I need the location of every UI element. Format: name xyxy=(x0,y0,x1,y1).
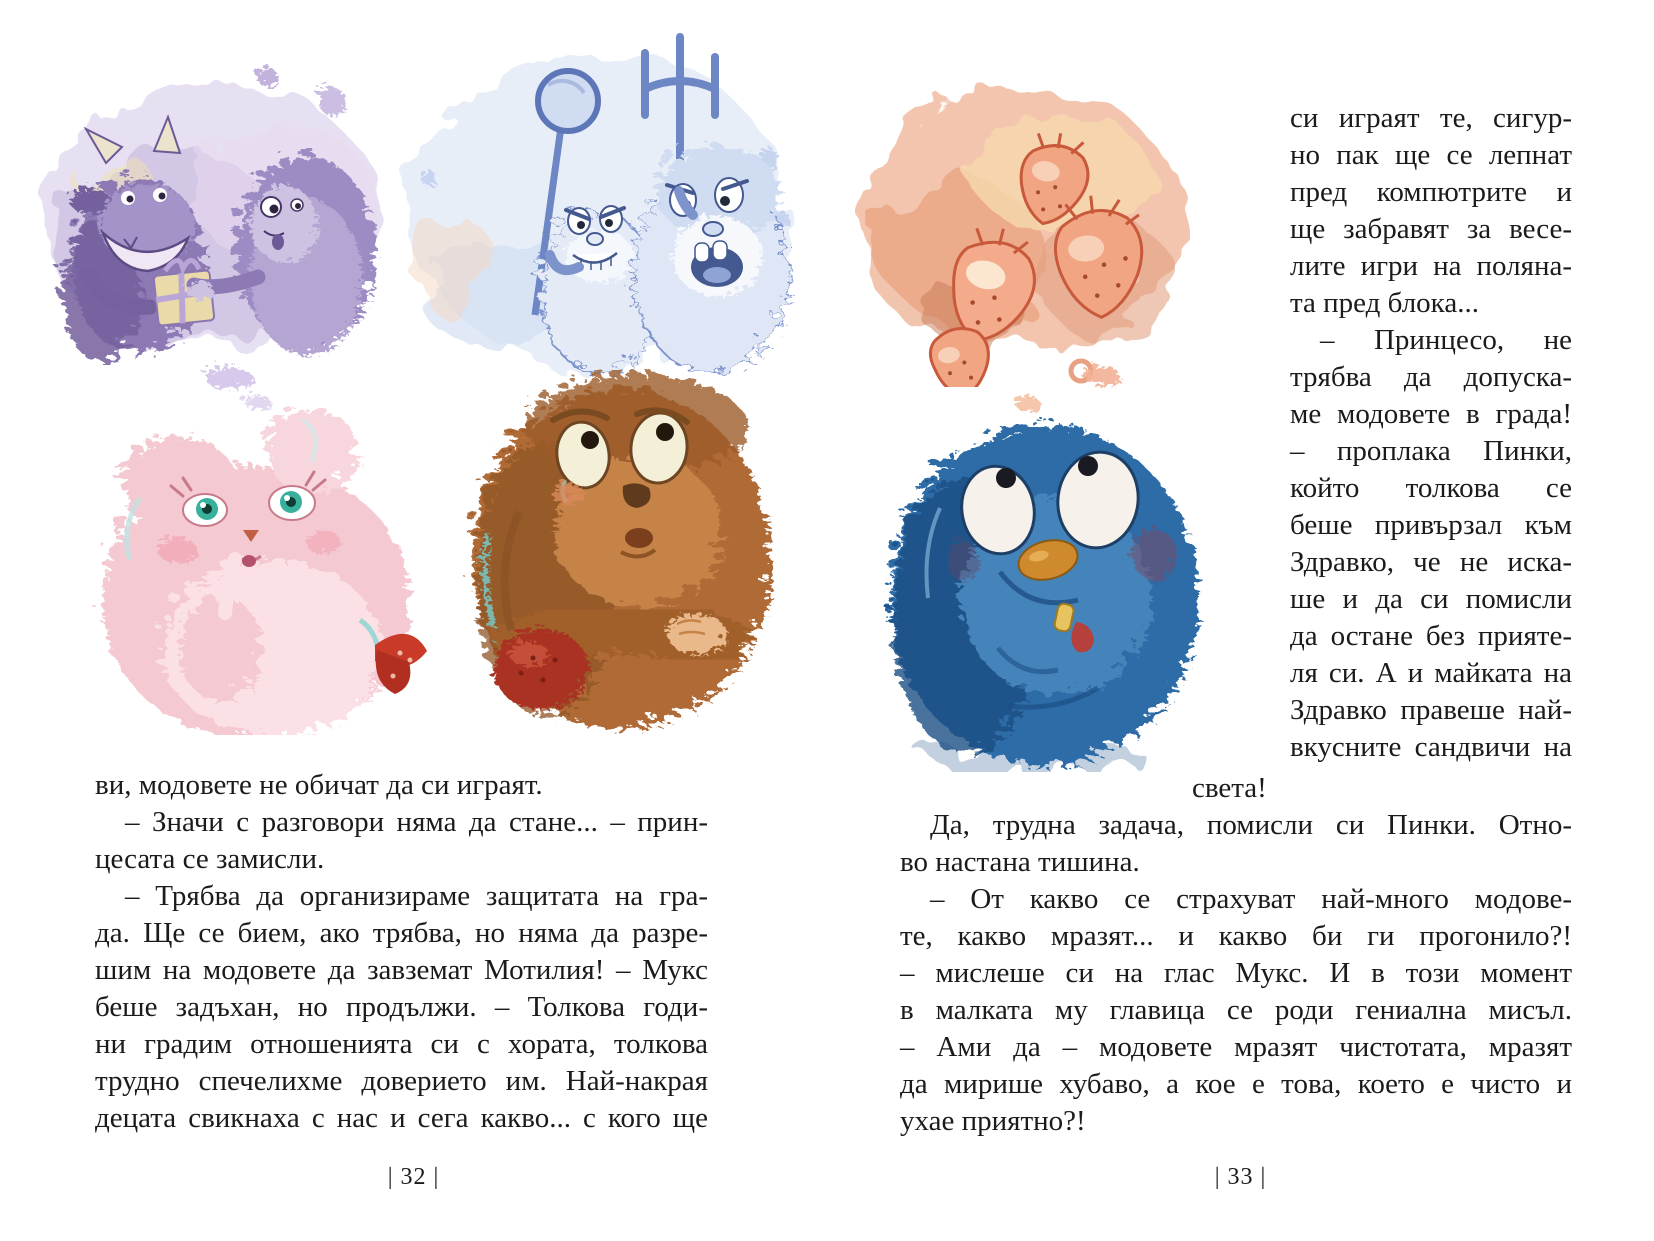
right-page-column-text xyxy=(1290,100,1572,766)
text-line: – Значи с разговори няма да стане... – прин- xyxy=(125,806,708,838)
left-page-text xyxy=(95,767,708,1137)
text-line: трябва да допуска- xyxy=(1290,361,1572,393)
text-line: – мислеше си на глас Мукс. И в този момент xyxy=(900,957,1572,989)
text-line: – От какво се страхуват най-много модове- xyxy=(930,883,1572,915)
text-line: Здравко правеше най- xyxy=(1290,694,1572,726)
text-line: шим на модовете да завземат Мотилия! – Мукс xyxy=(95,954,708,986)
text-line: ухае приятно?! xyxy=(900,1105,1086,1137)
text-line: да остане без прияте- xyxy=(1290,620,1572,652)
text-line: света! xyxy=(1192,772,1267,804)
text-line: да мирише хубаво, а кое е това, което е чисто и xyxy=(900,1068,1572,1100)
right-page-body-text xyxy=(900,807,1572,1140)
text-line: ви, модовете не обичат да си играят. xyxy=(95,769,543,801)
text-line: трудно спечелихме доверието им. Най-накрая xyxy=(95,1065,708,1097)
text-line: ме модовете в града! xyxy=(1290,398,1572,430)
text-line: – Принцесо, не xyxy=(1320,324,1572,356)
text-line: Здравко, че не иска- xyxy=(1290,546,1572,578)
text-line: пред компютрите и xyxy=(1290,176,1572,208)
text-line: ше и да си помисли xyxy=(1290,583,1572,615)
text-line: в малката му главица се роди гениална мисъл. xyxy=(900,994,1572,1026)
text-line: во настана тишина. xyxy=(900,846,1140,878)
text-line: – Трябва да организираме защитата на гра- xyxy=(125,880,708,912)
text-line: но пак ще се лепнат xyxy=(1290,139,1572,171)
text-line: ни градим отношенията си с хората, толкова xyxy=(95,1028,708,1060)
illustration-purple-monsters-gift xyxy=(28,35,398,365)
text-line: – Ами да – модовете мразят чистотата, мразят xyxy=(900,1031,1572,1063)
text-line: ля си. А и майката на xyxy=(1290,657,1572,689)
text-line: те, какво мразят... и какво би ги прогонило?! xyxy=(900,920,1572,952)
text-line: та пред блока... xyxy=(1290,287,1479,319)
illustration-brown-muks xyxy=(425,328,795,735)
text-line: ще забравят за весе- xyxy=(1290,213,1572,245)
text-line: вкусните сандвичи на xyxy=(1290,731,1572,763)
text-line: беше задъхан, но продължи. – Толкова годи- xyxy=(95,991,708,1023)
page-number-right: | 33 | xyxy=(1214,1164,1267,1190)
text-line: който толкова се xyxy=(1290,472,1572,504)
text-line: си играят те, сигур- xyxy=(1290,102,1572,134)
text-line: – проплака Пинки, xyxy=(1290,435,1572,467)
text-line: цесата се замисли. xyxy=(95,843,325,875)
illustration-pink-princess xyxy=(55,358,450,735)
illustration-strawberry-cloud xyxy=(843,55,1190,387)
text-line: да. Ще се бием, ако трябва, но няма да разре- xyxy=(95,917,708,949)
text-line: Да, трудна задача, помисли си Пинки. Отно- xyxy=(930,809,1572,841)
text-line: беше привързал към xyxy=(1290,509,1572,541)
text-line: децата свикнаха с нас и сега какво... с кого ще xyxy=(95,1102,708,1134)
page-number-left: | 32 | xyxy=(387,1164,440,1190)
text-line: лите игри на поляна- xyxy=(1290,250,1572,282)
illustration-blue-pinki xyxy=(848,358,1225,772)
